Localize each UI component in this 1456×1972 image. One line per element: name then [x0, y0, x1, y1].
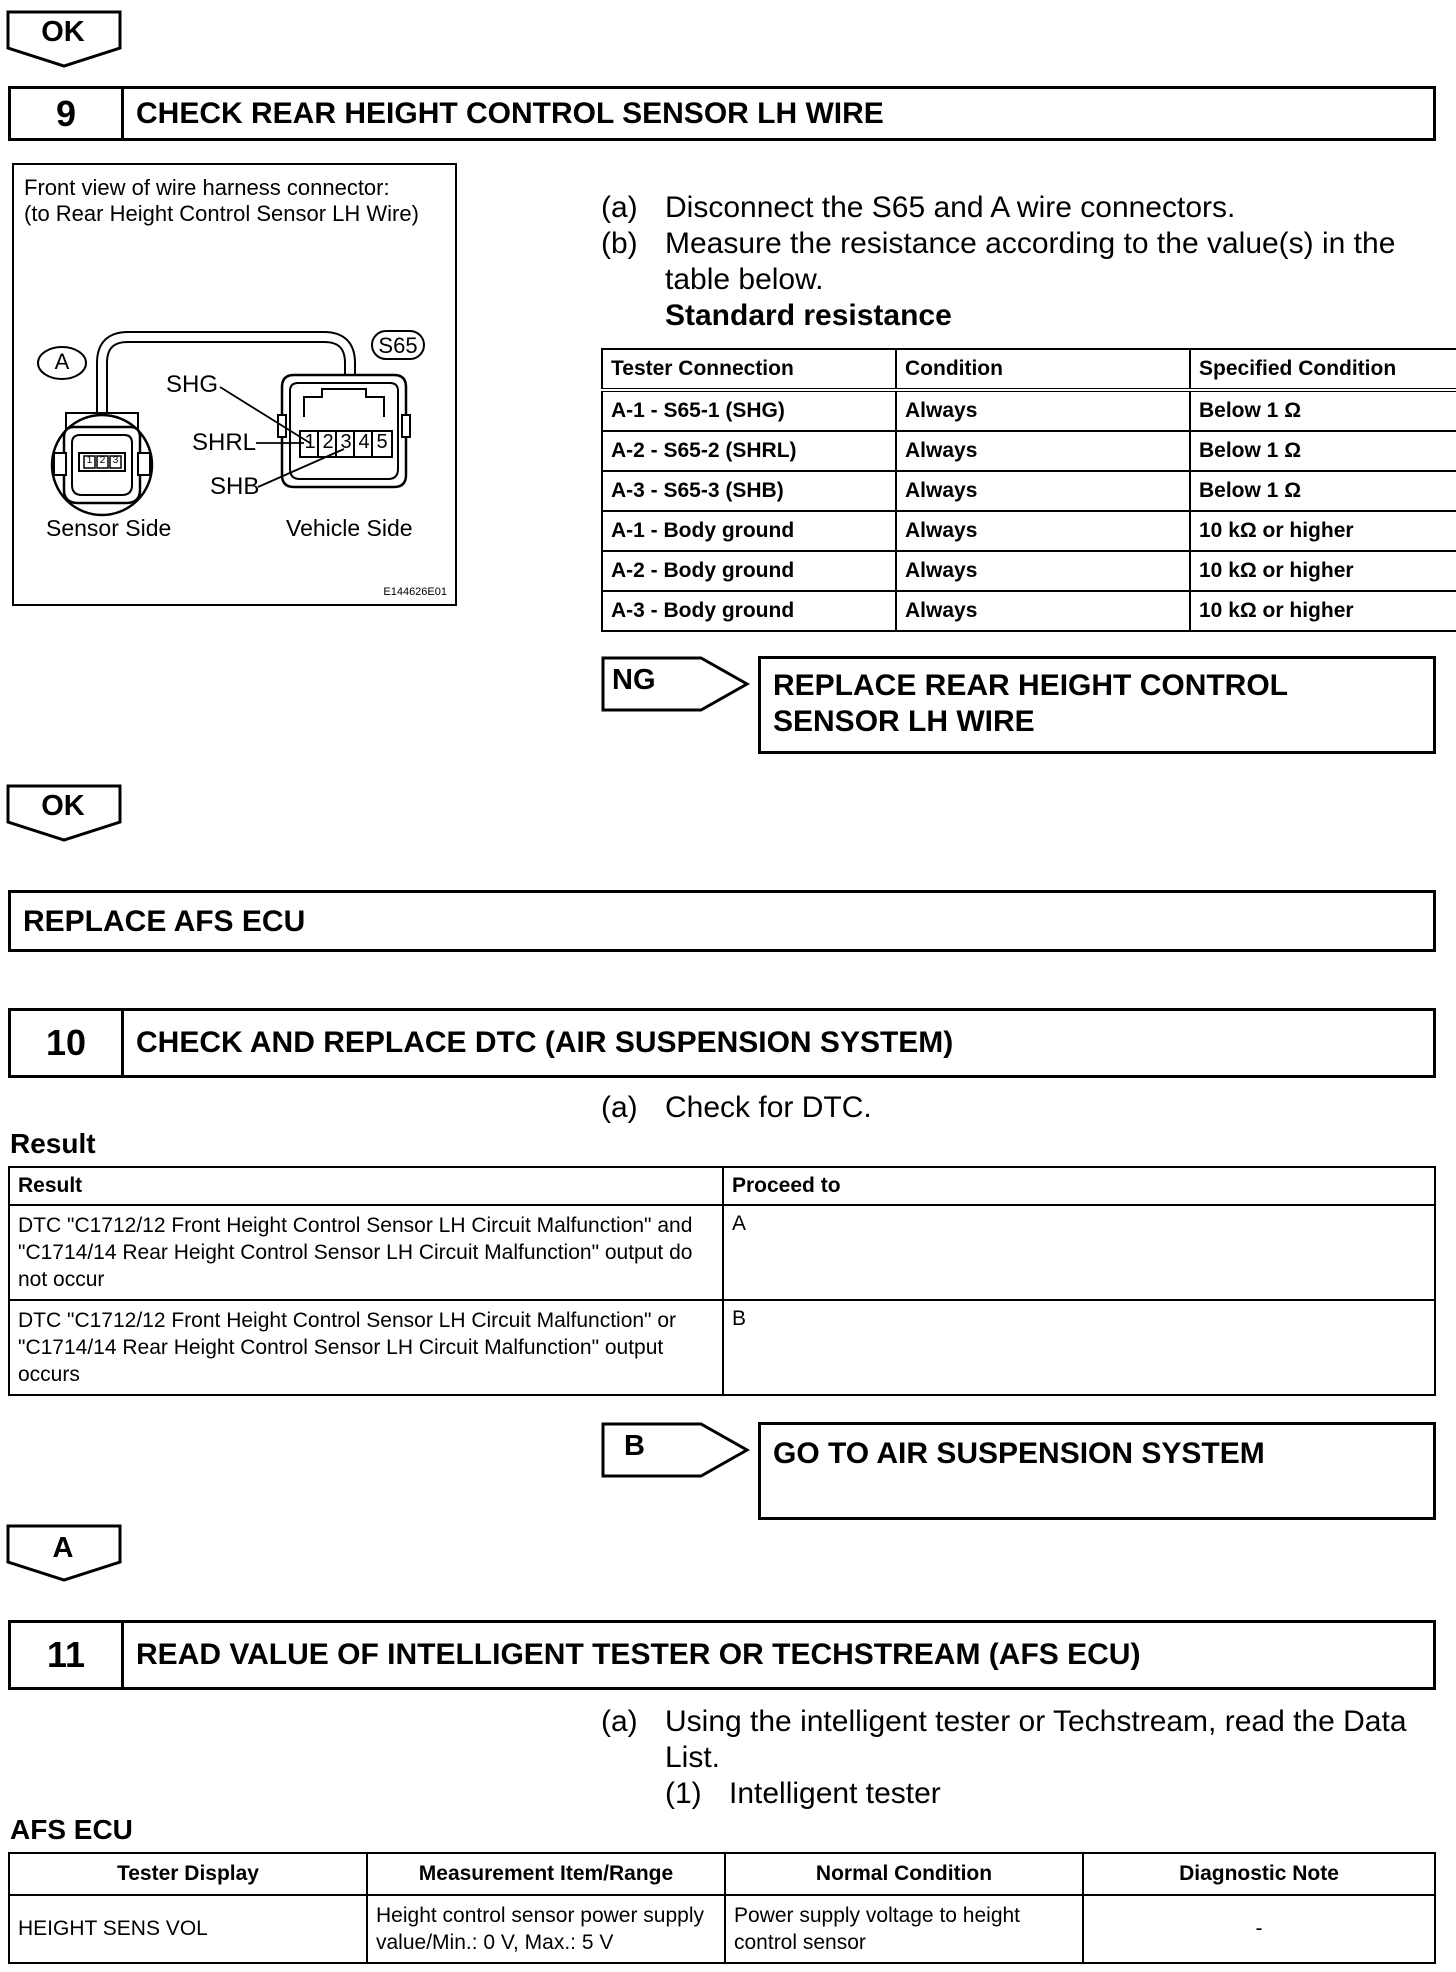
ng-action-line2: SENSOR LH WIRE	[773, 705, 1035, 738]
replace-afs-text: REPLACE AFS ECU	[23, 905, 306, 938]
b-tag: B	[624, 1430, 645, 1462]
b-action-box	[758, 1422, 1436, 1520]
table-cell: Always	[896, 511, 1190, 551]
table-row	[9, 1300, 1435, 1395]
vehicle-pin: 5	[376, 431, 388, 453]
instruction-label: (b)	[601, 227, 638, 260]
step-10-header	[8, 1008, 1436, 1078]
table-row	[602, 390, 1456, 431]
vehicle-pin: 2	[322, 431, 334, 453]
instruction-a	[601, 1704, 1407, 1740]
table-cell: A-3 - S65-3 (SHB)	[602, 471, 896, 511]
table-cell: DTC "C1712/12 Front Height Control Sensor LH Circuit Malfunction" or "C1714/14 Rear Height Control Sensor LH Circuit Malfunction" output occurs	[9, 1300, 723, 1395]
column-header: Measurement Item/Range	[367, 1853, 725, 1895]
instruction-label: (a)	[601, 191, 638, 224]
step-number: 11	[11, 1623, 124, 1687]
replace-afs-box	[8, 890, 1436, 952]
column-header: Diagnostic Note	[1083, 1853, 1435, 1895]
column-header: Tester Display	[9, 1853, 367, 1895]
table-row	[602, 591, 1456, 631]
ok-tag: OK	[41, 16, 85, 48]
instruction-a	[601, 1090, 872, 1126]
step-9-header	[8, 86, 1436, 141]
table-cell: Always	[896, 471, 1190, 511]
step-title: CHECK AND REPLACE DTC (AIR SUSPENSION SYSTEM)	[136, 1026, 954, 1059]
table-cell: HEIGHT SENS VOL	[9, 1895, 367, 1963]
instruction-text: Using the intelligent tester or Techstream, read the Data	[665, 1705, 1407, 1738]
table-cell: -	[1083, 1895, 1435, 1963]
table-cell: Below 1 Ω	[1190, 431, 1456, 471]
a-tag: A	[52, 1532, 74, 1564]
table-cell: Height control sensor power supply value/Min.: 0 V, Max.: 5 V	[367, 1895, 725, 1963]
column-header: Specified Condition	[1190, 349, 1456, 390]
ng-action-box	[758, 656, 1436, 754]
instruction-text: Intelligent tester	[729, 1777, 941, 1810]
column-header: Normal Condition	[725, 1853, 1083, 1895]
result-title: Result	[10, 1128, 96, 1159]
table-cell: Always	[896, 431, 1190, 471]
shrl-label: SHRL	[192, 429, 257, 456]
vehicle-side-label: Vehicle Side	[286, 515, 413, 541]
instruction-b-cont: table below.	[665, 263, 824, 296]
table-row	[602, 431, 1456, 471]
table-cell: 10 kΩ or higher	[1190, 551, 1456, 591]
table-cell: DTC "C1712/12 Front Height Control Sensor LH Circuit Malfunction" and "C1714/14 Rear Height Control Sensor LH Circuit Malfunction" output do not occur	[9, 1205, 723, 1300]
figure-id: E144626E01	[383, 586, 447, 598]
sensor-side-label: Sensor Side	[46, 515, 172, 541]
vehicle-pin: 4	[358, 431, 370, 453]
connector-s65-label: S65	[378, 333, 418, 358]
table-cell: Power supply voltage to height control sensor	[725, 1895, 1083, 1963]
step-number: 9	[11, 89, 124, 138]
resistance-table	[601, 348, 1456, 632]
standard-resistance-title: Standard resistance	[665, 299, 952, 332]
table-cell: 10 kΩ or higher	[1190, 511, 1456, 551]
instruction-text: Disconnect the S65 and A wire connectors.	[665, 191, 1236, 224]
sensor-pin: 2	[99, 455, 106, 466]
table-cell: A-2 - Body ground	[602, 551, 896, 591]
instruction-b	[601, 226, 1395, 262]
shb-label: SHB	[210, 473, 260, 500]
vehicle-pin: 3	[340, 431, 352, 453]
table-cell: Below 1 Ω	[1190, 390, 1456, 431]
shg-label: SHG	[166, 371, 219, 398]
table-row	[602, 511, 1456, 551]
table-cell: A-1 - S65-1 (SHG)	[602, 390, 896, 431]
column-header: Result	[9, 1167, 723, 1205]
figure-caption-line2: (to Rear Height Control Sensor LH Wire)	[24, 201, 419, 226]
table-cell: Below 1 Ω	[1190, 471, 1456, 511]
ng-tag: NG	[612, 664, 656, 696]
sensor-pin: 3	[112, 455, 119, 466]
table-header-row	[9, 1853, 1435, 1895]
instruction-label: (1)	[665, 1777, 702, 1810]
table-row	[602, 471, 1456, 511]
table-cell: Always	[896, 591, 1190, 631]
column-header: Condition	[896, 349, 1190, 390]
instruction-1	[665, 1776, 941, 1812]
table-row	[602, 551, 1456, 591]
step-title: READ VALUE OF INTELLIGENT TESTER OR TECHSTREAM (AFS ECU)	[136, 1638, 1141, 1671]
instruction-label: (a)	[601, 1705, 638, 1738]
instruction-a	[601, 190, 1235, 226]
table-row	[9, 1895, 1435, 1963]
instruction-a-cont: List.	[665, 1741, 721, 1774]
step-number: 10	[11, 1011, 124, 1075]
table-cell: Always	[896, 551, 1190, 591]
step-11-header	[8, 1620, 1436, 1690]
column-header: Proceed to	[723, 1167, 1435, 1205]
data-list-table	[8, 1852, 1436, 1964]
table-cell: A-2 - S65-2 (SHRL)	[602, 431, 896, 471]
table-header-row	[9, 1167, 1435, 1205]
step-title: CHECK REAR HEIGHT CONTROL SENSOR LH WIRE	[136, 96, 884, 130]
connector-figure	[12, 163, 457, 606]
vehicle-pin: 1	[304, 431, 316, 453]
table-cell: 10 kΩ or higher	[1190, 591, 1456, 631]
table-cell: A-1 - Body ground	[602, 511, 896, 551]
ok-tag: OK	[41, 790, 85, 822]
table-cell: Always	[896, 390, 1190, 431]
table-cell: A-3 - Body ground	[602, 591, 896, 631]
column-header: Tester Connection	[602, 349, 896, 390]
figure-caption-line1: Front view of wire harness connector:	[24, 175, 390, 200]
b-action-text: GO TO AIR SUSPENSION SYSTEM	[773, 1437, 1265, 1470]
instruction-text: Check for DTC.	[665, 1091, 872, 1124]
sensor-pin: 1	[86, 455, 93, 466]
instruction-label: (a)	[601, 1091, 638, 1124]
result-table	[8, 1166, 1436, 1396]
afs-ecu-title: AFS ECU	[10, 1814, 133, 1845]
table-header-row	[602, 349, 1456, 390]
table-row	[9, 1205, 1435, 1300]
table-cell: B	[723, 1300, 1435, 1395]
instruction-text: Measure the resistance according to the value(s) in the	[665, 227, 1396, 260]
table-cell: A	[723, 1205, 1435, 1300]
connector-a-label: A	[54, 349, 70, 374]
ng-action-line1: REPLACE REAR HEIGHT CONTROL	[773, 669, 1289, 702]
